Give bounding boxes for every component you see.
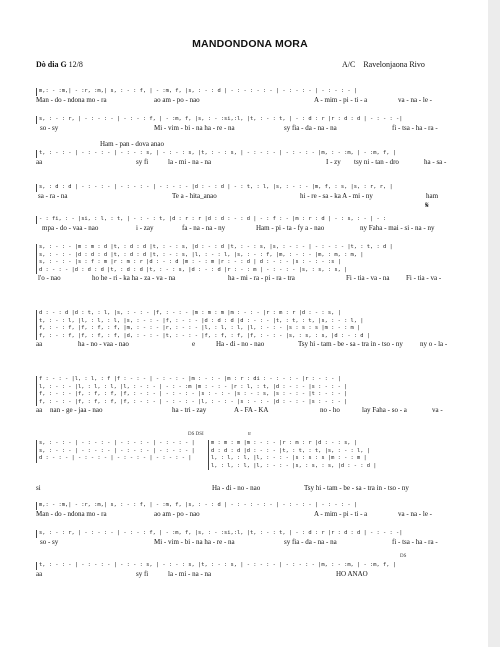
- system-3: [36, 150, 446, 167]
- lyric: aa: [36, 340, 43, 349]
- lyric-line: [36, 124, 446, 133]
- lyric: A - FA - KA: [234, 406, 269, 415]
- system-5: [36, 216, 446, 233]
- lyric-line: [36, 570, 446, 579]
- lyric: va - na - le -: [398, 95, 433, 104]
- lyric: ny Faha - mai - si - na - ny: [360, 223, 435, 232]
- notation-line: l, : - : - |l, : l, : l, |l, : - : - | - : - :m |m : - : - |r : l, : t, |d : - : - |s : - : - |: [36, 384, 446, 392]
- lyric: fi - tsa - ha - ra -: [392, 537, 438, 546]
- song-title: MANDONDONA MORA: [192, 38, 308, 50]
- key-signature: [36, 60, 83, 69]
- lyric: aa: [36, 157, 43, 166]
- lyric-line: [36, 484, 446, 493]
- lyric: Tsy hi - tam - be - sa - tra in - tso - ny: [298, 340, 403, 349]
- lyric: i - zay: [136, 223, 154, 232]
- system-12: [36, 562, 446, 579]
- lyric: Fi - tia - va -: [406, 274, 442, 283]
- lyric: ny o - la -: [420, 340, 448, 349]
- lyric: hi - re - sa - ka A - mi - ny: [300, 191, 373, 200]
- lyric: sy fia - da - na - na: [284, 537, 337, 546]
- system-4: [36, 184, 446, 201]
- lyric: l'o - nao: [38, 274, 61, 283]
- lyric-line: [36, 224, 446, 233]
- lyric: va -: [432, 406, 443, 415]
- lyric: ha - tri - zay: [172, 406, 207, 415]
- lyric: tsy ni - tan - dro: [354, 157, 399, 166]
- lyric: Man - do - ndona mo - ra: [36, 509, 107, 518]
- notation-line: f, : - : - |f, : f, : f, |f, : - : - | - : - : - |s : - : - |s : - : s, |s : - : - |t : - : - |: [36, 391, 446, 399]
- notation-line: l, : l, : l, |l, : - : - |s : s : s |m : - : m |: [208, 455, 446, 463]
- lyric: fa - na - na - ny: [182, 223, 226, 232]
- lyric: aa: [36, 569, 43, 578]
- system-7: [36, 310, 446, 349]
- ds-mark: DS DSI: [188, 432, 204, 437]
- segno-sign: 𝄋: [425, 200, 429, 210]
- lyric-extra: Ham - pan - dova anao: [100, 140, 164, 148]
- coda-tempo-mark: tr: [248, 432, 252, 437]
- lyric: nan - ge - jaa - nao: [50, 406, 103, 415]
- lyric: sy fi: [136, 569, 149, 578]
- lyric: Fi - tia - va - na: [346, 274, 390, 283]
- lyric: Mi - vim - bi - na ha - re - na: [154, 123, 235, 132]
- lyric-line: [36, 158, 446, 167]
- notation-line: s, : - : - |m : m : d |t, : d : d |t, : - : s, |d : - : d |t, : - : s, |s, : - : - | - : - : - |t, : t, : d |: [36, 244, 446, 252]
- author-credit: [342, 60, 425, 69]
- lyric: ha - sa -: [424, 157, 447, 166]
- time-signature: 12/8: [68, 60, 83, 69]
- page-edge: [488, 0, 500, 647]
- notation-line: m : m : m |m : - : - |r : m : r |d : - : s, |: [208, 440, 446, 448]
- lyric: fi - tsa - ha - ra -: [392, 123, 438, 132]
- lyric-line: [36, 510, 446, 519]
- notation-line: - : fi, : - |si, : l, : t, | - : - : t, |d : r : r |d : d : - : d | - : f : - |m : r : d | - : s, : - | - :: [36, 216, 446, 224]
- lyric-line: [36, 192, 446, 201]
- lyric: la - mi - na - na: [168, 157, 212, 166]
- lyric: ao am - po - nao: [154, 509, 200, 518]
- lyric: Ha - di - no - nao: [212, 484, 261, 492]
- system-1: [36, 88, 446, 105]
- lyric-line: [36, 340, 446, 349]
- notation-line: s, : - : r, | - : - : - | - : - : f, | - :m, f, |s, : - :si,:l, |t, : - : t, | - : d : r |r : d : d | - : - : -|: [36, 530, 446, 538]
- ds-mark-small: DS: [400, 554, 407, 559]
- notation-line: s, : - : - | - : - : - | - : - : - | - : - : - |: [36, 448, 206, 456]
- lyric: Mi - vim - bi - na ha - re - na: [154, 537, 235, 546]
- coda-right: [208, 440, 446, 470]
- notation-line: m,: - :m,| - :r, :m,| s, : - : f, | - :m, f, |s, : - : d | - : - : - : - | - : - : - | - : - : - |: [36, 88, 446, 96]
- lyric: ha - no - vaa - nao: [78, 340, 129, 349]
- lyric: ha - mi - ra - pi - ra - tra: [228, 274, 295, 283]
- lyric: mpa - do - vaa - nao: [42, 223, 99, 232]
- lyric: Te a - hita_anao: [172, 191, 217, 200]
- lyric: so - sy: [40, 123, 59, 132]
- notation-line: f : - : - |l, : l, : f |f : - : - | - : - : - |m : - : - |m : r : di : - : - : - |r : - : - |: [36, 376, 446, 384]
- lyric: e: [192, 340, 196, 349]
- lyric: sy fi: [136, 157, 149, 166]
- system-6: [36, 244, 446, 283]
- notation-line: d : - : d |d : t, : l, |s, : - : - |f, : - : - |m : m : m |m : - : - |r : m : r |d : - : s, |: [36, 310, 446, 318]
- notation-line: t, : - : - | - : - : - | - : - : s, | - : - : s, |t, : - : s, | - : - : - | - : - : - |m, : - :m, | - :m, f, |: [36, 562, 446, 570]
- notation-line: s, : d : d | - : - : - | - : - : - | - : - : - |d : - : d | - : t, : l, |s, : - : - |m, f, : s, |s, : r, r, |: [36, 184, 446, 192]
- notation-line: s, : - : r, | - : - : - | - : - : f, | - :m, f, |s, : - :si,:l, |t, : - : t, | - : d : r |r : d : d | - : - : -|: [36, 116, 446, 124]
- lyric: A - mim - pi - ti - a: [314, 509, 368, 518]
- lyric: I - zy: [326, 157, 341, 166]
- notation-line: m,: - :m,| - :r, :m,| s, : - : f, | - :m, f, |s, : - : d | - : - : - : - | - : - : - | - : - : - |: [36, 502, 446, 510]
- lyric: Ha - di - no - nao: [216, 340, 265, 349]
- lyric: sy fia - da - na - na: [284, 123, 337, 132]
- notation-line: f, : - : f, |f, : f, : f, |d, : - : - |t, : - : - |f, : f, : f, |f, : - : - |s, : s, : s, |d : - : d |: [36, 333, 446, 341]
- system-11: [36, 530, 446, 547]
- lyric-line: [36, 274, 446, 283]
- lyric: la - mi - na - na: [168, 569, 212, 578]
- notation-line: l, : l, : l, |l, : - : - |s, : s, : s, |d : - : d |: [208, 463, 446, 471]
- key-label: Dò dia G: [36, 60, 67, 69]
- notation-line: d : - : - |d : d : d |t, : d : d |t, : - : s, |d : - : d |r : - : m | - : - : - |s, : s, : s, |: [36, 267, 446, 275]
- lyric-line: [36, 96, 446, 105]
- lyric: Ham - pi - ta - fy a - nao: [256, 223, 325, 232]
- lyric: ao am - po - nao: [154, 95, 200, 104]
- notation-line: d : - : - | - : - : - | - : - : - | - : - : - |: [36, 455, 206, 463]
- lyric: si: [36, 484, 41, 492]
- lyric: Tsy hi - tam - be - sa - tra in - tso - ny: [304, 484, 409, 492]
- lyric: va - na - le -: [398, 509, 433, 518]
- lyric: lay Faha - so - a: [362, 406, 407, 415]
- notation-line: t, : - : l, |l, : l, : l, |s, : - : - |f, : - : - |d : d : d |d : - : - |t, : t, : t, |s, : - : l, |: [36, 318, 446, 326]
- coda-left: [36, 440, 206, 463]
- lyric: HO ANAO: [336, 569, 368, 578]
- system-10: [36, 502, 446, 519]
- lyric: Man - do - ndona mo - ra: [36, 95, 107, 104]
- notation-line: d : d : d |d : - : - |t, : t, : t, |s, : - : l, |: [208, 448, 446, 456]
- lyric: ho he - ri - ka ha - za - va - na: [92, 274, 176, 283]
- author-name: Ravelonjaona Rivo: [363, 60, 425, 69]
- author-prefix: A/C: [342, 60, 356, 69]
- lyric: ham: [426, 191, 439, 200]
- system-2: [36, 116, 446, 133]
- lyric: no - ho: [320, 406, 340, 415]
- system-8: [36, 376, 446, 415]
- notation-line: s, : - : - |d : d : d |t, : d : d |t, : - : s, |l, : - : l, |s, : - : f, |m, : - : - |m, : m, : m, |: [36, 252, 446, 260]
- notation-line: s, : - : - | - : - : - | - : - : - | - : - : - |: [36, 440, 206, 448]
- notation-line: s, : - : - |s : f : m |r : m : r |d : - : d |m : - : m |r : - : d | d : - : - |s : - : - :s |: [36, 259, 446, 267]
- lyric-line: [36, 406, 446, 415]
- lyric: sa - ra - na: [38, 191, 68, 200]
- lyric: A - mim - pi - ti - a: [314, 95, 368, 104]
- lyric-line: [36, 538, 446, 547]
- lyric: so - sy: [40, 537, 59, 546]
- notation-line: f, : - : - |f, : f, : f, |f, : - : - | - : - : - |l, : - : - |s : - : - |d : - : - |s : - : - |: [36, 399, 446, 407]
- lyric: aa: [36, 406, 43, 415]
- notation-line: f, : - : f, |f, : f, : f, |m, : - : - |r, : - : - |l, : l, : l, |l, : - : - |s : s : s |m : - : m |: [36, 325, 446, 333]
- notation-line: t, : - : - | - : - : - | - : - : s, | - : - : s, |t, : - : s, | - : - : - | - : - : - |m, : - :m, | - :m, f, |: [36, 150, 446, 158]
